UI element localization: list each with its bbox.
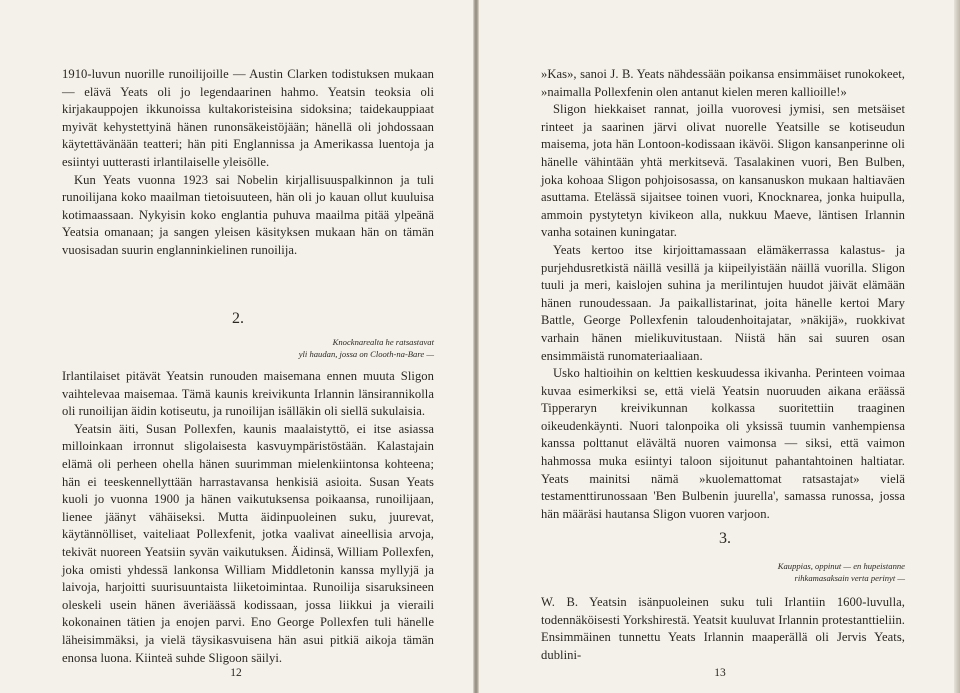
right-page xyxy=(478,0,960,693)
right-text-bottom xyxy=(541,594,905,664)
paragraph: Yeatsin äiti, Susan Pollexfen, kaunis maalaistyttö, ei itse asiassa milloinkaan irronnut sligolaisesta kasvuympäristöstään. Kalastajain elämä oli perheen ohella hänen suurimman mielenkiintonsa kohteena; hän ei teeskennellyttään harrastavansa henkisiä asioita. Susan Yeats kuoli jo vuonna 1900 ja hänen vaikutuksensa poikaansa, runoilijaan, lienee jäänyt vähäiseksi. Mutta äidinpuoleinen suku, juurevat, käytännölliset, vaiteliaat Pollexfenit, jotka vaalivat aineellisia arvoja, tekivät nuoreen Yeatsiin syvän vaikutuksen. Äidinsä, William Pollexfen, joka omisti yhdessä lankonsa William Middletonin kanssa myllyjä ja laivoja, harjoitti suurisuuntaista liiketoimintaa. Runoilija sisaruksineen oleskeli usein hänen äveriäässä kodissaan, jossa liikkui ja vieraili kokonainen tätien ja enojen parvi. Eno George Pollexfen tuli hänelle läheisimmäksi, ja vielä täysikasvuisena hän asui pitkiä aikoja tämän enonsa luona. Kiinteä suhde Sligoon säilyi. xyxy=(62,421,434,665)
paragraph: Sligon hiekkaiset rannat, joilla vuorovesi jymisi, sen metsäiset rinteet ja saarinen järvi olivat nuorelle Yeatsille se kotiseudun maisema, jota hän Lontoon-kodissaan ikävöi. Sligon kansanperinne oli hänelle vähintään yhtä merkitsevä. Tasalakinen vuori, Ben Bulben, joka kohoaa Sligon pohjoisosassa, on kansanuskon mukaan haltiaväen asuttama. Etelässä sijaitsee toinen vuori, Knocknarea, jonka huipulla, ammoin pystytetyn kivikeon alla, nukkuu Maeve, läntisen Irlannin vanha sotainen kuningatar. xyxy=(541,102,905,240)
page-edge xyxy=(954,0,960,693)
page-number: 12 xyxy=(230,667,242,679)
paragraph: 1910-luvun nuorille runoilijoille — Austin Clarken todistuksen mukaan — elävä Yeats oli jo legendaarinen hahmo. Yeatsin teoksia oli kirjakauppojen ikkunoissa kultakoristeisina sidoksina; taidekauppiaat myivät kehystettyinä hänen runonsäkeistöjään; hänellä oli johdossaan käytettävänään teatteri; hän piti Englannissa ja Amerikassa luentoja ja esiintyi uutterasti irlantilaiselle yleisölle. xyxy=(62,67,434,169)
section-number: 3. xyxy=(719,530,731,547)
paragraph: Kun Yeats vuonna 1923 sai Nobelin kirjallisuuspalkinnon ja tuli runoilijana koko maailman tietoisuuteen, hän oli jo kauan ollut kuuluisa kotimaassaan. Nykyisin koko englantia puhuva maailma pitää ylpeänä Yeatsia omanaan; ja sangen yleisen käsityksen mukaan hän on tämän vuosisadan suurin englanninkielinen runoilija. xyxy=(62,172,434,257)
paragraph: Yeats kertoo itse kirjoittamassaan elämäkerrassa kalastus- ja purjehdusretkistä näillä vesillä ja kiipeilyistään näillä vuorilla. Sligon tuuli ja meri, kaislojen suhina ja merilintujen huudot jäivät elämään hänen runoudessaan. Ja paikallistarinat, joita hänelle kertoi Mary Battle, George Pollexfenin taloudenhoitajatar, »näkijä», ruokkivat varhain hänen mielikuvitustaan. Niistä hän sai suuren osan ensimmäistä runomateriaaliaan. xyxy=(541,242,905,363)
epigraph-line: Knocknarealta he ratsastavat xyxy=(332,337,434,347)
left-page xyxy=(0,0,474,693)
epigraph-line: rihkamasaksain verta perinyt — xyxy=(794,573,905,583)
section-number: 2. xyxy=(232,310,244,327)
paragraph: W. B. Yeatsin isänpuoleinen suku tuli Irlantiin 1600-luvulla, todennäköisesti Yorkshirestä. Yeatsit kuuluvat Irlannin protestanttieliin. Ensimmäinen tunnettu Yeats Irlannin maaperällä oli Jervis Yeats, dublini- xyxy=(541,595,905,662)
right-text-top xyxy=(541,66,905,523)
left-text-top xyxy=(62,66,434,260)
paragraph: Usko haltioihin on kelttien keskuudessa ikivanha. Perinteen voimaa kuvaa esimerkiksi se, että vielä Yeatsin nuoruuden aikana eräässä Tipperaryn kreivikunnan kolkassa suoritettiin traaginen oikeudenkäynti. Nuori talonpoika oli yksissä tuumin vanhempiensa kanssa polttanut elävältä nuoren vaimonsa — siksi, että vaimon hahmossa muka esiintyi taloon sijoitunut pahantahtoinen haltiatar. Yeats mainitsi nämä »kuolemattomat ratsastajat» vielä testamenttirunossaan 'Ben Bulbenin juurella', samassa runossa, jossa hän määräsi hautansa Sligon vuoren varjoon. xyxy=(541,366,905,521)
epigraph-line: yli haudan, jossa on Clooth-na-Bare — xyxy=(298,349,434,359)
left-text-bottom xyxy=(62,368,434,667)
epigraph xyxy=(729,560,905,584)
page-number: 13 xyxy=(714,667,726,679)
epigraph xyxy=(220,336,434,360)
paragraph: Irlantilaiset pitävät Yeatsin runouden maisemana ennen muuta Sligon vaihtelevaa maisemaa. Tämä kaunis kreivikunta Irlannin länsirannikolla oli runoilijan äidin kotiseutu, ja runoilijan isälläkin oli siellä sukulaisia. xyxy=(62,369,434,419)
epigraph-line: Kauppias, oppinut — en hupeistanne xyxy=(777,561,905,571)
paragraph: »Kas», sanoi J. B. Yeats nähdessään poikansa ensimmäiset runokokeet, »naimalla Pollexfenin olen antanut kielen meren kallioille!» xyxy=(541,67,905,99)
